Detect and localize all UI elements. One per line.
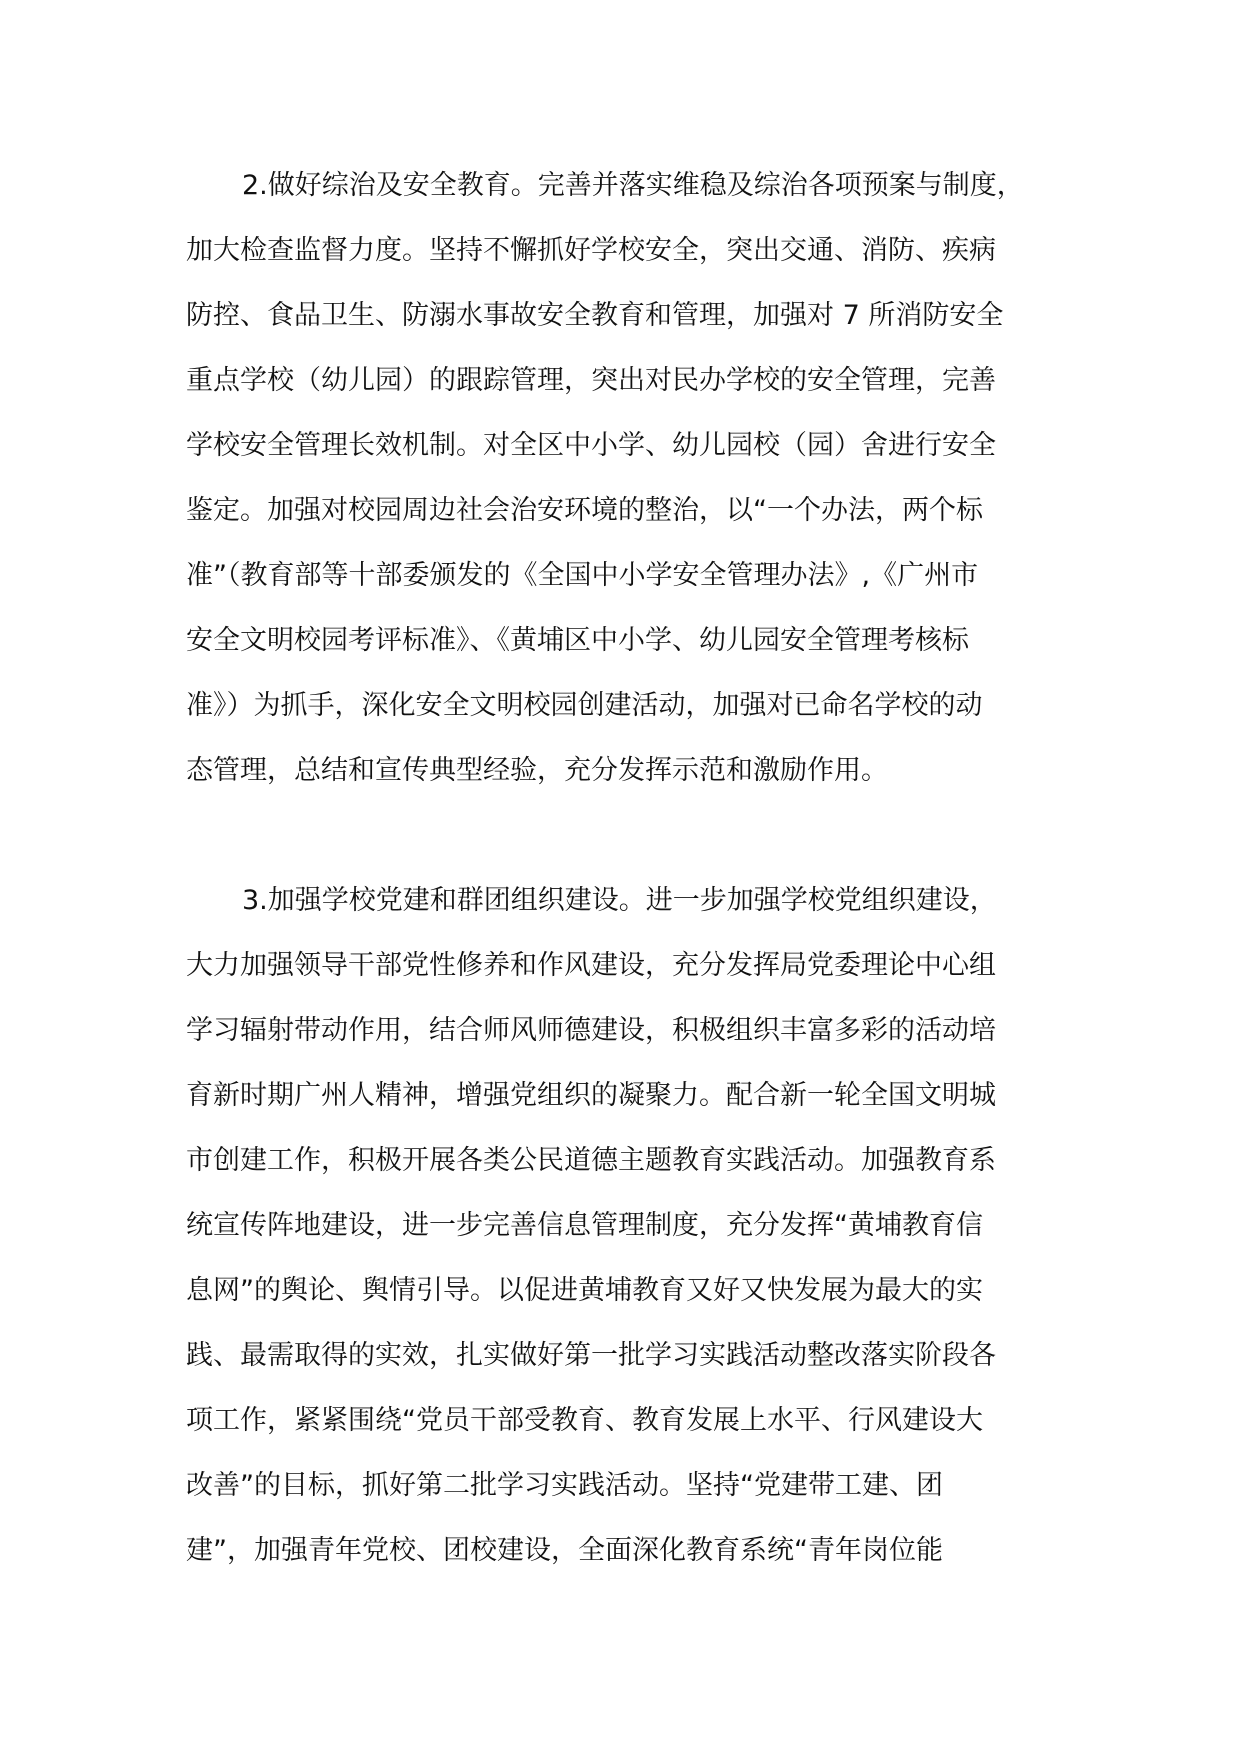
text-line: 准”（教育部等十部委颁发的《全国中小学安全管理办法》,《广州市 — [186, 560, 979, 591]
text-line: 2.做好综治及安全教育。完善并落实维稳及综治各项预案与制度， — [242, 170, 1024, 201]
text-line: 大力加强领导干部党性修养和作风建设，充分发挥局党委理论中心组 — [186, 950, 996, 981]
text-line: 育新时期广州人精神，增强党组织的凝聚力。配合新一轮全国文明城 — [186, 1080, 996, 1111]
text-line: 息网”的舆论、舆情引导。以促进黄埔教育又好又快发展为最大的实 — [186, 1275, 983, 1306]
text-line: 建”，加强青年党校、团校建设，全面深化教育系统“青年岗位能 — [186, 1535, 943, 1566]
text-line: 重点学校（幼儿园）的跟踪管理，突出对民办学校的安全管理，完善 — [186, 365, 996, 396]
text-line: 改善”的目标，抓好第二批学习实践活动。坚持“党建带工建、团 — [186, 1470, 943, 1501]
text-line: 践、最需取得的实效，扎实做好第一批学习实践活动整改落实阶段各 — [186, 1340, 996, 1371]
text-line: 学校安全管理长效机制。对全区中小学、幼儿园校（园）舍进行安全 — [186, 430, 996, 461]
text-line: 统宣传阵地建设，进一步完善信息管理制度，充分发挥“黄埔教育信 — [186, 1210, 983, 1241]
paragraph-party-building — [186, 868, 1086, 1583]
text-line: 项工作，紧紧围绕“党员干部受教育、教育发展上水平、行风建设大 — [186, 1405, 983, 1436]
text-line: 准》）为抓手，深化安全文明校园创建活动，加强对已命名学校的动 — [186, 690, 983, 721]
text-line: 学习辐射带动作用，结合师风师德建设，积极组织丰富多彩的活动培 — [186, 1015, 996, 1046]
text-line: 市创建工作，积极开展各类公民道德主题教育实践活动。加强教育系 — [186, 1145, 996, 1176]
text-line: 防控、食品卫生、防溺水事故安全教育和管理，加强对 7 所消防安全 — [186, 300, 1004, 331]
text-line: 态管理，总结和宣传典型经验，充分发挥示范和激励作用。 — [186, 755, 888, 786]
text-line: 安全文明校园考评标准》、《黄埔区中小学、幼儿园安全管理考核标 — [186, 625, 969, 656]
text-line: 3.加强学校党建和群团组织建设。进一步加强学校党组织建设， — [242, 885, 997, 916]
text-line: 鉴定。加强对校园周边社会治安环境的整治，以“一个办法，两个标 — [186, 495, 983, 526]
paragraph-safety-education — [186, 153, 1086, 803]
text-line: 加大检查监督力度。坚持不懈抓好学校安全，突出交通、消防、疾病 — [186, 235, 996, 266]
